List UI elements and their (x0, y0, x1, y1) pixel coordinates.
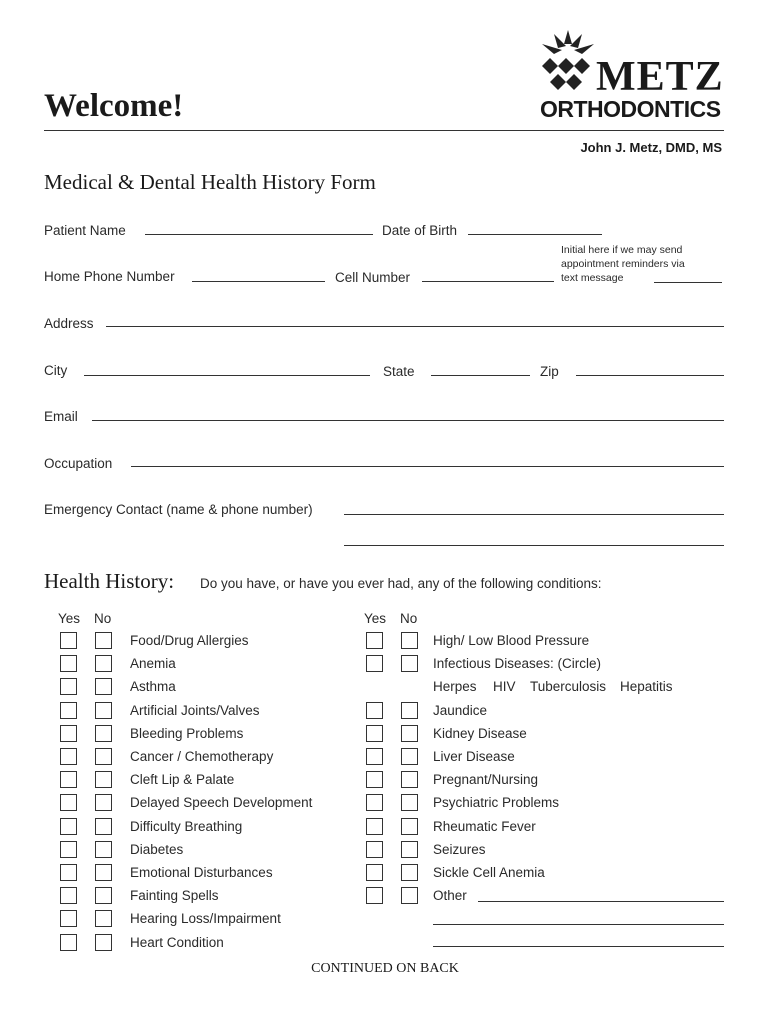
condition-label: Jaundice (433, 702, 488, 718)
yes-checkbox[interactable] (60, 841, 77, 858)
condition-label: Sickle Cell Anemia (433, 865, 545, 880)
yes-checkbox[interactable] (366, 748, 383, 765)
left-no-header: No (94, 611, 112, 626)
condition-label: Psychiatric Problems (433, 795, 560, 811)
no-checkbox[interactable] (401, 632, 418, 649)
emergency-field-2[interactable] (344, 545, 724, 546)
yes-checkbox[interactable] (60, 818, 77, 835)
header-rule (44, 130, 724, 131)
yes-checkbox[interactable] (60, 910, 77, 927)
yes-checkbox[interactable] (60, 887, 77, 904)
no-checkbox[interactable] (95, 655, 112, 672)
health-history-title: Health History: (44, 569, 175, 593)
no-checkbox[interactable] (401, 655, 418, 672)
no-checkbox[interactable] (95, 702, 112, 719)
no-checkbox[interactable] (401, 794, 418, 811)
yes-checkbox[interactable] (366, 725, 383, 742)
city-label: City (44, 363, 68, 378)
yes-checkbox[interactable] (366, 632, 383, 649)
yes-checkbox[interactable] (366, 771, 383, 788)
condition-label: Cleft Lip & Palate (130, 772, 235, 788)
cell-field[interactable] (422, 281, 554, 282)
welcome-heading: Welcome! (44, 88, 184, 124)
yes-checkbox[interactable] (60, 655, 77, 672)
no-checkbox[interactable] (95, 771, 112, 788)
pineapple-logo-icon (536, 28, 600, 96)
no-checkbox[interactable] (401, 771, 418, 788)
email-field[interactable] (92, 420, 724, 421)
logo-orthodontics: ORTHODONTICS (540, 96, 721, 122)
yes-checkbox[interactable] (60, 748, 77, 765)
condition-label: Cancer / Chemotherapy (130, 749, 274, 764)
no-checkbox[interactable] (95, 864, 112, 881)
no-checkbox[interactable] (401, 818, 418, 835)
initial-note: Initial here if we may send appointment reminders via text message (561, 244, 685, 284)
other-field-2[interactable] (433, 924, 724, 925)
address-field[interactable] (106, 326, 724, 327)
logo-metz: METZ (596, 54, 724, 100)
state-label: State (383, 364, 415, 379)
yes-checkbox[interactable] (60, 934, 77, 951)
infectious-option[interactable]: Tuberculosis (530, 679, 607, 695)
condition-label: Anemia (130, 656, 176, 672)
no-checkbox[interactable] (95, 887, 112, 904)
occupation-field[interactable] (131, 466, 724, 467)
no-checkbox[interactable] (95, 632, 112, 649)
patient-name-label: Patient Name (44, 223, 126, 238)
no-checkbox[interactable] (401, 887, 418, 904)
yes-checkbox[interactable] (366, 655, 383, 672)
initial-field[interactable] (654, 282, 722, 283)
dob-label: Date of Birth (382, 223, 458, 238)
city-field[interactable] (84, 375, 370, 376)
yes-checkbox[interactable] (60, 702, 77, 719)
health-question: Do you have, or have you ever had, any of the following conditions: (200, 576, 602, 591)
yes-checkbox[interactable] (60, 794, 77, 811)
yes-checkbox[interactable] (60, 864, 77, 881)
condition-label: Kidney Disease (433, 725, 527, 741)
condition-label: Bleeding Problems (130, 725, 244, 741)
condition-label: Other (433, 888, 467, 904)
condition-label: Food/Drug Allergies (130, 633, 249, 648)
yes-checkbox[interactable] (366, 702, 383, 719)
condition-label: Difficulty Breathing (130, 818, 243, 834)
yes-checkbox[interactable] (60, 771, 77, 788)
home-phone-label: Home Phone Number (44, 269, 175, 284)
zip-label: Zip (540, 364, 559, 379)
condition-label: Emotional Disturbances (130, 865, 273, 880)
condition-label: Hearing Loss/Impairment (130, 911, 281, 927)
zip-field[interactable] (576, 375, 724, 376)
condition-label: Pregnant/Nursing (433, 772, 539, 788)
doctor-name: John J. Metz, DMD, MS (580, 140, 722, 155)
other-field-3[interactable] (433, 946, 724, 947)
state-field[interactable] (431, 375, 530, 376)
emergency-label: Emergency Contact (name & phone number) (44, 502, 313, 517)
infectious-option[interactable]: Herpes (433, 679, 477, 695)
condition-label: Heart Condition (130, 934, 224, 950)
no-checkbox[interactable] (95, 910, 112, 927)
no-checkbox[interactable] (95, 725, 112, 742)
infectious-option[interactable]: Hepatitis (620, 679, 673, 695)
condition-label: Infectious Diseases: (Circle) (433, 656, 602, 672)
condition-label: Asthma (130, 679, 176, 695)
form-title: Medical & Dental Health History Form (44, 170, 376, 194)
occupation-label: Occupation (44, 456, 113, 471)
right-no-header: No (400, 611, 418, 626)
dob-field[interactable] (468, 234, 602, 235)
yes-checkbox[interactable] (366, 887, 383, 904)
email-label: Email (44, 409, 78, 424)
condition-label: Diabetes (130, 841, 184, 857)
no-checkbox[interactable] (401, 864, 418, 881)
yes-checkbox[interactable] (60, 678, 77, 695)
yes-checkbox[interactable] (366, 818, 383, 835)
condition-label: Seizures (433, 841, 486, 857)
condition-label: Liver Disease (433, 749, 515, 764)
no-checkbox[interactable] (95, 841, 112, 858)
left-yes-header: Yes (58, 611, 81, 626)
no-checkbox[interactable] (95, 818, 112, 835)
condition-label: Artificial Joints/Valves (130, 702, 260, 718)
no-checkbox[interactable] (95, 678, 112, 695)
condition-label: High/ Low Blood Pressure (433, 633, 590, 648)
condition-label: Fainting Spells (130, 888, 219, 904)
no-checkbox[interactable] (95, 934, 112, 951)
no-checkbox[interactable] (401, 725, 418, 742)
address-label: Address (44, 316, 94, 331)
no-checkbox[interactable] (95, 748, 112, 765)
patient-name-field[interactable] (145, 234, 373, 235)
yes-checkbox[interactable] (60, 725, 77, 742)
emergency-field-1[interactable] (344, 514, 724, 515)
other-field-1[interactable] (478, 901, 724, 902)
no-checkbox[interactable] (401, 702, 418, 719)
cell-label: Cell Number (335, 270, 411, 285)
yes-checkbox[interactable] (366, 841, 383, 858)
yes-checkbox[interactable] (366, 864, 383, 881)
condition-label: Rheumatic Fever (433, 818, 536, 834)
no-checkbox[interactable] (95, 794, 112, 811)
no-checkbox[interactable] (401, 841, 418, 858)
yes-checkbox[interactable] (366, 794, 383, 811)
right-yes-header: Yes (364, 611, 387, 626)
home-phone-field[interactable] (192, 281, 325, 282)
no-checkbox[interactable] (401, 748, 418, 765)
yes-checkbox[interactable] (60, 632, 77, 649)
infectious-option[interactable]: HIV (493, 679, 516, 695)
condition-label: Delayed Speech Development (130, 795, 313, 811)
continued-note: CONTINUED ON BACK (311, 961, 459, 976)
